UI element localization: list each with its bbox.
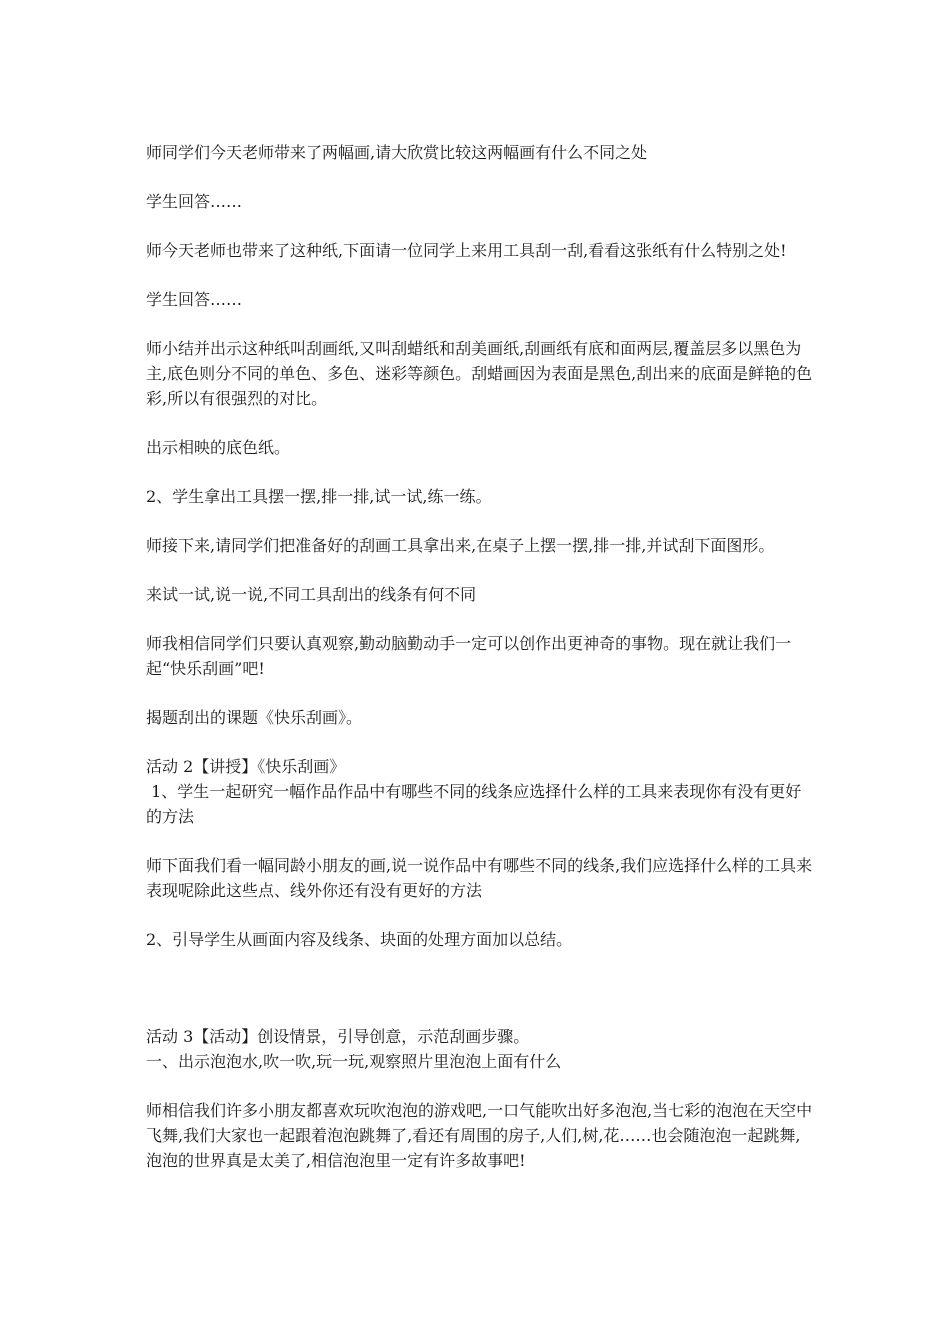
document-body [146,140,814,1197]
paragraph-student-answer-1: 学生回答…… [146,192,243,211]
paragraph-teacher-bubbles: 师相信我们许多小朋友都喜欢玩吹泡泡的游戏吧,一口气能吹出好多泡泡,当七彩的泡泡在天空中飞舞,我们大家也一起跟着泡泡跳舞了,看还有周围的房子,人们,树,花……也会随泡泡一起跳舞,泡泡的世界真是太美了,相信泡泡里一定有许多故事吧! [146,1101,813,1170]
paragraph-teacher-paper: 师今天老师也带来了这种纸,下面请一位同学上来用工具刮一刮,看看这张纸有什么特别之处! [146,241,787,260]
paragraph-teacher-lines: 师下面我们看一幅同龄小朋友的画,说一说作品中有哪些不同的线条,我们应选择什么样的工具来表现呢除此这些点、线外你还有没有更好的方法 [146,856,813,900]
blank-space [146,976,814,1024]
paragraph-activity-2-step-1: 1、学生一起研究一幅作品作品中有哪些不同的线条应选择什么样的工具来表现你有没有更好的方法 [146,782,802,826]
paragraph-reveal-title: 揭题刮出的课题《快乐刮画》。 [146,708,363,727]
heading-activity-3: 活动 3【活动】创设情景，引导创意，示范刮画步骤。 [146,1027,530,1046]
heading-activity-2: 活动 2【讲授】《快乐刮画》 [146,757,346,776]
paragraph-try: 来试一试,说一说,不同工具刮出的线条有何不同 [146,585,477,604]
paragraph-bubble-water: 一、出示泡泡水,吹一吹,玩一玩,观察照片里泡泡上面有什么 [146,1052,562,1071]
paragraph-student-answer-2: 学生回答…… [146,290,243,309]
paragraph-teacher-intro: 师同学们今天老师带来了两幅画,请大欣赏比较这两幅画有什么不同之处 [146,143,648,162]
paragraph-teacher-summary: 师小结并出示这种纸叫刮画纸,又叫刮蜡纸和刮美画纸,刮画纸有底和面两层,覆盖层多以黑色为主,底色则分不同的单色、多色、迷彩等颜色。刮蜡画因为表面是黑色,刮出来的底面是鲜艳的色彩,所以有很强烈的对比。 [146,339,813,408]
paragraph-activity-2-step-2: 2、引导学生从画面内容及线条、块面的处理方面加以总结。 [146,930,573,949]
paragraph-teacher-believe: 师我相信同学们只要认真观察,勤动脑勤动手一定可以创作出更神奇的事物。现在就让我们一起“快乐刮画”吧! [146,634,792,678]
paragraph-step-2-tools: 2、学生拿出工具摆一摆,排一排,试一试,练一练。 [146,487,492,506]
paragraph-show-paper: 出示相映的底色纸。 [146,438,291,457]
paragraph-teacher-tools: 师接下来,请同学们把准备好的刮画工具拿出来,在桌子上摆一摆,排一排,并试刮下面图形。 [146,536,775,555]
